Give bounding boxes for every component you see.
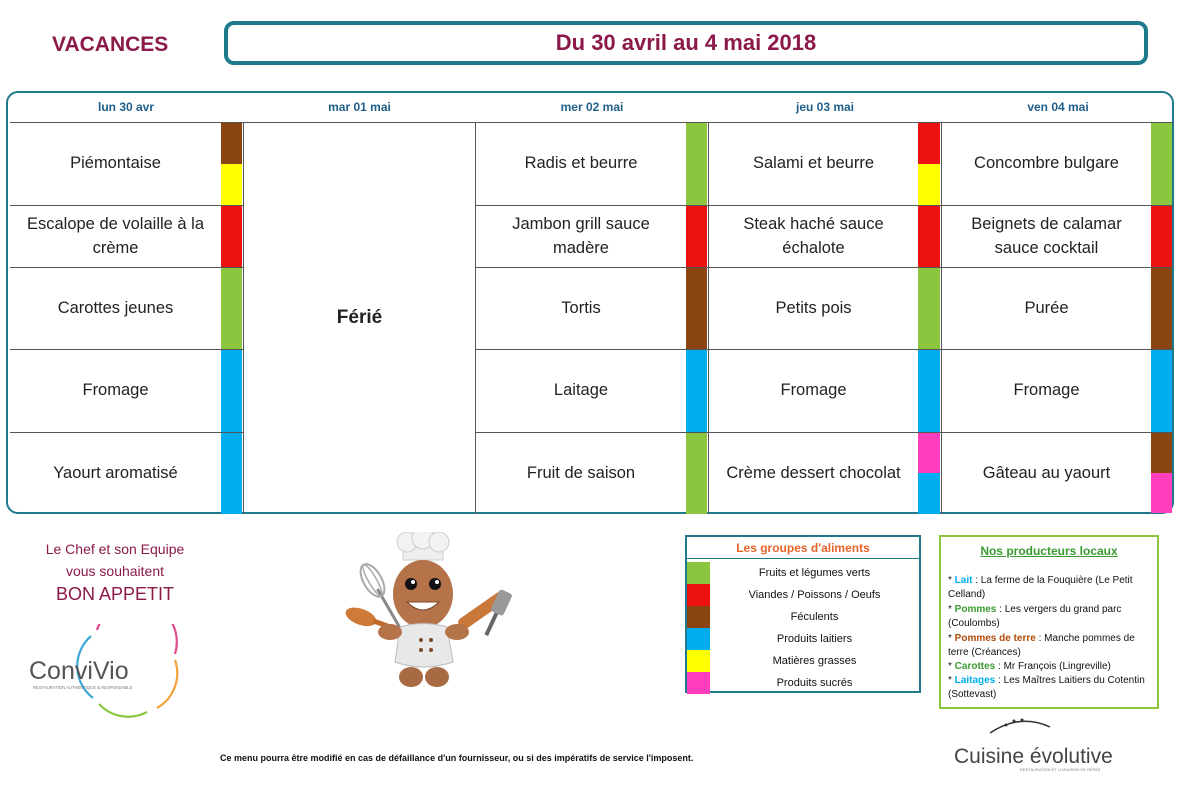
food-group-marker-fruits-legumes [221, 268, 242, 349]
cuisine-evolutive-logo [950, 715, 1130, 781]
legend-swatch [687, 606, 710, 628]
legend-label: Viandes / Poissons / Oeufs [748, 589, 881, 601]
menu-item-jeu-dessert: Crème dessert chocolat [726, 463, 901, 482]
menu-item-lun-entree: Piémontaise [70, 154, 161, 173]
food-group-marker-feculents [1151, 433, 1172, 473]
producer-text: Mr François (Lingreville) [1003, 661, 1111, 672]
legend-label: Matières grasses [772, 655, 857, 667]
food-group-marker-feculents [1151, 268, 1172, 349]
day-header-lun: lun 30 avr [97, 100, 155, 114]
legend-item [687, 672, 919, 694]
legend-item [687, 584, 919, 606]
food-group-marker-laitiers [918, 350, 940, 432]
food-group-marker-viandes [918, 123, 940, 164]
food-group-marker-fruits-legumes [686, 123, 707, 205]
date-range-text: Du 30 avril au 4 mai 2018 [555, 30, 817, 55]
chef-mascot-illustration [345, 532, 520, 692]
food-group-marker-feculents [686, 268, 707, 349]
menu-item-mer-accompagnement: Tortis [561, 298, 601, 317]
producer-text: Manche pommes de terre (Créances) [948, 633, 1135, 658]
chef-greeting-line2: vous souhaitent [65, 563, 165, 579]
menu-item-jeu-entree: Salami et beurre [752, 154, 875, 173]
cuisine-logo-tagline: RESTAURATION ET LIVRAISON DE REPAS [1020, 767, 1101, 772]
food-group-marker-feculents [221, 123, 242, 164]
producer-key: Laitages [954, 675, 996, 686]
menu-item-ven-entree: Concombre bulgare [974, 154, 1119, 173]
producer-text: Les vergers du grand parc (Coulombs) [948, 604, 1122, 629]
vacances-title: VACANCES [52, 33, 169, 56]
legend-label: Produits laitiers [776, 633, 853, 645]
producer-item: * Pommes : Les vergers du grand parc (Coulombs) [948, 604, 1122, 629]
convivio-logo-text: ConviVio [29, 657, 129, 685]
menu-item-ven-plat: Beignets de calamar sauce cocktail [971, 214, 1122, 257]
menu-item-lun-accompagnement: Carottes jeunes [57, 298, 174, 317]
legend-item [687, 606, 919, 628]
chef-greeting-line1: Le Chef et son Equipe [45, 541, 185, 557]
chef-greeting-line3: BON APPETIT [55, 584, 175, 604]
producer-text: Les Maîtres Laitiers du Cotentin (Sottevast) [948, 675, 1145, 700]
producer-text: La ferme de la Fouquière (Le Petit Celland) [948, 575, 1133, 600]
producer-item: * Lait : La ferme de la Fouquière (Le Petit Celland) [948, 575, 1133, 600]
food-group-marker-fruits-legumes [1151, 123, 1172, 205]
holiday-label: Férié [336, 306, 383, 328]
menu-item-ven-accompagnement: Purée [1024, 298, 1069, 317]
day-header-mar: mar 01 mai [328, 100, 391, 114]
legend-item [687, 650, 919, 672]
cuisine-logo-text: Cuisine évolutive [954, 745, 1113, 768]
day-header-mer: mer 02 mai [560, 100, 624, 114]
menu-item-mer-dessert: Fruit de saison [526, 463, 636, 482]
menu-item-lun-laitage: Fromage [82, 381, 149, 400]
legend-swatch [687, 650, 710, 672]
date-range-banner [224, 21, 1148, 65]
legend-divider [687, 558, 919, 559]
food-group-marker-sucres [1151, 473, 1172, 513]
food-group-marker-viandes [918, 206, 940, 267]
food-groups-legend [685, 535, 921, 693]
convivio-logo-tagline: RESTAURATION AUTHENTIQUE & RESPONSABLE [33, 685, 133, 690]
menu-item-jeu-laitage: Fromage [780, 381, 847, 400]
legend-swatch [687, 584, 710, 606]
legend-title: Les groupes d'aliments [736, 541, 870, 555]
food-group-marker-matieres-grasses [918, 164, 940, 205]
legend-label: Fruits et légumes verts [758, 567, 871, 579]
food-group-marker-laitiers [221, 433, 242, 514]
food-group-marker-sucres [918, 433, 940, 473]
food-group-marker-laitiers [918, 473, 940, 514]
local-producers-box [939, 535, 1159, 709]
day-header-ven: ven 04 mai [1027, 100, 1089, 114]
legend-swatch [687, 672, 710, 694]
menu-item-lun-plat: Escalope de volaille à la crème [26, 214, 205, 257]
menu-item-ven-laitage: Fromage [1013, 381, 1080, 400]
food-group-marker-laitiers [686, 350, 707, 432]
legend-swatch [687, 628, 710, 650]
producer-key: Pommes [954, 604, 997, 615]
food-group-marker-fruits-legumes [686, 433, 707, 514]
legend-item [687, 562, 919, 584]
menu-item-ven-dessert: Gâteau au yaourt [982, 463, 1111, 482]
producer-key: Lait [954, 575, 973, 586]
menu-item-jeu-accompagnement: Petits pois [775, 298, 852, 317]
menu-item-mer-entree: Radis et beurre [524, 154, 638, 173]
producer-item: * Pommes de terre : Manche pommes de terre (Créances) [948, 633, 1135, 658]
producer-key: Carottes [954, 661, 996, 672]
menu-item-lun-dessert: Yaourt aromatisé [53, 463, 178, 482]
legend-swatch [687, 562, 710, 584]
footer-disclaimer: Ce menu pourra être modifié en cas de défaillance d'un fournisseur, ou si des impératifs de service l'imposent. [220, 753, 694, 763]
menu-item-mer-laitage: Laitage [553, 381, 609, 400]
producer-key: Pommes de terre [954, 633, 1036, 644]
food-group-marker-laitiers [221, 350, 242, 432]
food-group-marker-viandes [1151, 206, 1172, 267]
producers-title: Nos producteurs locaux [980, 544, 1118, 558]
convivio-logo [27, 624, 187, 720]
food-group-marker-laitiers [1151, 350, 1172, 432]
day-header-jeu: jeu 03 mai [795, 100, 855, 114]
producer-item: * Carottes : Mr François (Lingreville) [948, 661, 1111, 672]
menu-item-jeu-plat: Steak haché sauce échalote [743, 214, 884, 257]
producer-item: * Laitages : Les Maîtres Laitiers du Cotentin (Sottevast) [948, 675, 1145, 700]
legend-label: Féculents [790, 611, 839, 623]
food-group-marker-matieres-grasses [221, 164, 242, 205]
food-group-marker-viandes [686, 206, 707, 267]
food-group-marker-fruits-legumes [918, 268, 940, 349]
legend-item [687, 628, 919, 650]
menu-item-mer-plat: Jambon grill sauce madère [512, 214, 650, 257]
legend-label: Produits sucrés [776, 677, 853, 689]
food-group-marker-viandes [221, 206, 242, 267]
